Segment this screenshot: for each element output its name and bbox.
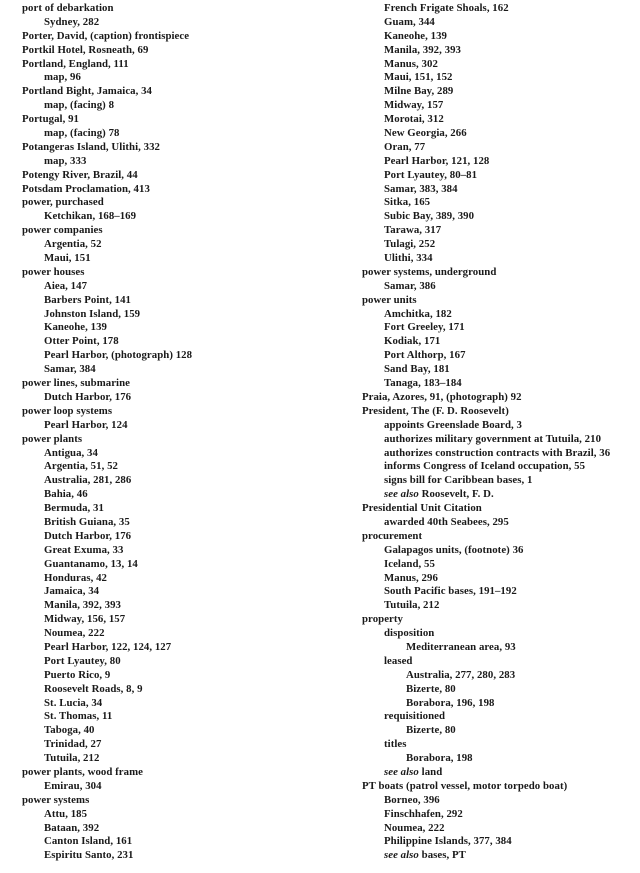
index-entry-text: Argentia, 51, 52 bbox=[44, 460, 118, 473]
index-entry-text: Fort Greeley, 171 bbox=[384, 321, 465, 334]
index-entry-text: map, (facing) 78 bbox=[44, 127, 120, 140]
index-entry-text: Jamaica, 34 bbox=[44, 585, 100, 598]
index-subentry bbox=[22, 641, 342, 655]
index-subentry bbox=[362, 572, 638, 586]
index-subentry bbox=[22, 71, 342, 85]
index-subentry bbox=[362, 599, 638, 613]
index-subentry bbox=[22, 321, 342, 335]
index-entry-text: Amchitka, 182 bbox=[384, 307, 452, 320]
index-entry-text: South Pacific bases, 191–192 bbox=[384, 585, 517, 598]
index-entry-text: Bahia, 46 bbox=[44, 488, 88, 501]
index-entry-text: Taboga, 40 bbox=[44, 724, 95, 737]
index-heading bbox=[22, 433, 342, 447]
index-subentry bbox=[22, 655, 342, 669]
index-subentry bbox=[362, 738, 638, 752]
index-entry-text: Espiritu Santo, 231 bbox=[44, 849, 134, 862]
index-entry-text: procurement bbox=[362, 529, 423, 542]
index-entry-text: power units bbox=[362, 293, 417, 306]
index-subentry bbox=[22, 238, 342, 252]
index-subentry bbox=[362, 474, 638, 488]
index-subentry bbox=[362, 697, 638, 711]
index-entry-text: informs Congress of Iceland occupation, 55 bbox=[384, 460, 586, 473]
index-entry-text: Ketchikan, 168–169 bbox=[44, 210, 137, 223]
index-entry-text: map, (facing) 8 bbox=[44, 99, 115, 112]
index-subentry bbox=[362, 835, 638, 849]
index-heading bbox=[22, 405, 342, 419]
index-subentry bbox=[22, 710, 342, 724]
index-subentry bbox=[22, 558, 342, 572]
index-entry-text: Samar, 383, 384 bbox=[384, 182, 458, 195]
index-subentry bbox=[22, 738, 342, 752]
index-entry-text: Midway, 157 bbox=[384, 99, 444, 112]
index-heading bbox=[22, 30, 342, 44]
index-column-right bbox=[362, 2, 638, 863]
index-entry-text: Manila, 392, 393 bbox=[44, 599, 121, 612]
index-subentry bbox=[362, 196, 638, 210]
index-subentry bbox=[22, 252, 342, 266]
index-subentry bbox=[362, 447, 638, 461]
index-subentry bbox=[362, 544, 638, 558]
index-subentry bbox=[22, 294, 342, 308]
index-subentry bbox=[22, 335, 342, 349]
index-entry-text: Manus, 302 bbox=[384, 57, 438, 70]
index-entry-text: Pearl Harbor, (photograph) 128 bbox=[44, 349, 193, 362]
index-entry-text: land bbox=[421, 765, 443, 778]
index-heading bbox=[22, 377, 342, 391]
index-entry-text: Kodiak, 171 bbox=[384, 335, 441, 348]
index-subentry bbox=[362, 30, 638, 44]
index-heading bbox=[362, 266, 638, 280]
index-entry-text: Philippine Islands, 377, 384 bbox=[384, 835, 512, 848]
index-entry-text: Subic Bay, 389, 390 bbox=[384, 210, 475, 223]
index-entry-text: PT boats (patrol vessel, motor torpedo boat) bbox=[362, 779, 568, 792]
index-entry-text: Pearl Harbor, 122, 124, 127 bbox=[44, 640, 172, 653]
index-entry-text: Guam, 344 bbox=[384, 15, 435, 28]
index-subentry bbox=[362, 44, 638, 58]
index-heading bbox=[22, 196, 342, 210]
index-entry-text: authorizes construction contracts with Brazil, 36 bbox=[384, 446, 611, 459]
index-subentry bbox=[362, 808, 638, 822]
index-entry-text: Bizerte, 80 bbox=[406, 682, 456, 695]
index-entry-text: Sitka, 165 bbox=[384, 196, 431, 209]
index-entry-text: Samar, 384 bbox=[44, 363, 96, 376]
index-subentry bbox=[362, 363, 638, 377]
index-entry-text: Potsdam Proclamation, 413 bbox=[22, 182, 150, 195]
index-entry-text: Canton Island, 161 bbox=[44, 835, 133, 848]
index-subentry bbox=[22, 210, 342, 224]
index-subentry bbox=[362, 752, 638, 766]
index-subentry bbox=[362, 849, 638, 863]
index-subentry bbox=[362, 585, 638, 599]
index-subentry bbox=[22, 544, 342, 558]
index-entry-text: Noumea, 222 bbox=[44, 627, 105, 640]
index-entry-text: Dutch Harbor, 176 bbox=[44, 529, 132, 542]
index-subentry bbox=[362, 794, 638, 808]
index-entry-text: signs bill for Caribbean bases, 1 bbox=[384, 474, 533, 487]
index-entry-text: Port Althorp, 167 bbox=[384, 349, 466, 362]
index-entry-text: Pearl Harbor, 124 bbox=[44, 418, 128, 431]
index-heading bbox=[22, 113, 342, 127]
index-subentry bbox=[362, 349, 638, 363]
index-entry-text: Attu, 185 bbox=[44, 807, 88, 820]
index-entry-text: Sand Bay, 181 bbox=[384, 363, 450, 376]
index-subentry bbox=[362, 655, 638, 669]
index-entry-text: Mediterranean area, 93 bbox=[406, 640, 516, 653]
index-entry-text: port of debarkation bbox=[22, 2, 114, 14]
index-entry-text: Roosevelt, F. D. bbox=[421, 488, 494, 501]
index-entry-text: authorizes military government at Tutuila, 210 bbox=[384, 432, 602, 445]
index-subentry bbox=[22, 488, 342, 502]
index-subentry bbox=[22, 808, 342, 822]
index-entry-text: Maui, 151 bbox=[44, 252, 91, 265]
index-subentry bbox=[22, 99, 342, 113]
index-entry-text: Tutuila, 212 bbox=[384, 599, 440, 612]
index-entry-text: Iceland, 55 bbox=[384, 557, 435, 570]
index-entry-text: map, 96 bbox=[44, 71, 81, 84]
index-entry-text: Barbers Point, 141 bbox=[44, 293, 131, 306]
index-entry-text: titles bbox=[384, 738, 407, 751]
index-subentry bbox=[362, 183, 638, 197]
index-entry-text: Johnston Island, 159 bbox=[44, 307, 141, 320]
index-entry-text: Port Lyautey, 80–81 bbox=[384, 168, 478, 181]
index-subentry bbox=[22, 585, 342, 599]
index-entry-text: Antigua, 34 bbox=[44, 446, 98, 459]
index-subentry bbox=[22, 849, 342, 863]
index-entry-text: Port Lyautey, 80 bbox=[44, 654, 121, 667]
index-entry-text: Sydney, 282 bbox=[44, 15, 100, 28]
index-subentry bbox=[362, 377, 638, 391]
index-entry-text: Portland, England, 111 bbox=[22, 57, 129, 70]
index-entry-text: Portugal, 91 bbox=[22, 113, 79, 126]
index-entry-text: awarded 40th Seabees, 295 bbox=[384, 515, 509, 528]
index-heading bbox=[22, 169, 342, 183]
index-subentry bbox=[22, 599, 342, 613]
index-entry-text: New Georgia, 266 bbox=[384, 127, 467, 140]
index-subentry bbox=[362, 683, 638, 697]
index-subentry bbox=[362, 252, 638, 266]
index-subentry bbox=[22, 572, 342, 586]
index-subentry bbox=[362, 460, 638, 474]
index-subentry bbox=[362, 99, 638, 113]
index-subentry bbox=[362, 335, 638, 349]
index-heading bbox=[22, 2, 342, 16]
index-subentry bbox=[22, 780, 342, 794]
index-heading bbox=[22, 44, 342, 58]
index-entry-text: requisitioned bbox=[384, 710, 446, 723]
see-also-label: see also bbox=[384, 765, 419, 778]
index-subentry bbox=[362, 155, 638, 169]
index-heading bbox=[362, 502, 638, 516]
index-entry-text: Tulagi, 252 bbox=[384, 238, 436, 251]
index-entry-text: appoints Greenslade Board, 3 bbox=[384, 418, 522, 431]
index-subentry bbox=[362, 516, 638, 530]
index-heading bbox=[22, 794, 342, 808]
index-entry-text: Australia, 277, 280, 283 bbox=[406, 668, 516, 681]
index-entry-text: power plants, wood frame bbox=[22, 765, 143, 778]
index-subentry bbox=[22, 419, 342, 433]
index-entry-text: power loop systems bbox=[22, 404, 113, 417]
index-entry-text: Australia, 281, 286 bbox=[44, 474, 132, 487]
index-entry-text: Dutch Harbor, 176 bbox=[44, 390, 132, 403]
index-subentry bbox=[362, 169, 638, 183]
index-heading bbox=[362, 405, 638, 419]
index-subentry bbox=[362, 71, 638, 85]
index-subentry bbox=[362, 280, 638, 294]
index-entry-text: Manila, 392, 393 bbox=[384, 43, 461, 56]
index-entry-text: map, 333 bbox=[44, 154, 87, 167]
index-subentry bbox=[362, 113, 638, 127]
index-entry-text: Potangeras Island, Ulithi, 332 bbox=[22, 140, 160, 153]
index-entry-text: Portkil Hotel, Rosneath, 69 bbox=[22, 43, 149, 56]
index-entry-text: Trinidad, 27 bbox=[44, 738, 102, 751]
index-entry-text: Great Exuma, 33 bbox=[44, 543, 124, 556]
index-entry-text: Otter Point, 178 bbox=[44, 335, 119, 348]
index-entry-text: Praia, Azores, 91, (photograph) 92 bbox=[362, 390, 522, 403]
index-subentry bbox=[22, 835, 342, 849]
index-entry-text: President, The (F. D. Roosevelt) bbox=[362, 404, 509, 417]
index-entry-text: Noumea, 222 bbox=[384, 821, 445, 834]
index-subentry bbox=[362, 16, 638, 30]
index-subentry bbox=[362, 321, 638, 335]
index-subentry bbox=[22, 683, 342, 697]
index-subentry bbox=[362, 433, 638, 447]
index-subentry bbox=[22, 280, 342, 294]
index-subentry bbox=[362, 669, 638, 683]
index-entry-text: Kaneohe, 139 bbox=[44, 321, 107, 334]
index-subentry bbox=[22, 627, 342, 641]
index-entry-text: Midway, 156, 157 bbox=[44, 613, 126, 626]
see-also-label: see also bbox=[384, 488, 419, 501]
index-heading bbox=[362, 391, 638, 405]
index-subentry bbox=[362, 558, 638, 572]
index-heading bbox=[22, 766, 342, 780]
index-subentry bbox=[22, 155, 342, 169]
index-subentry bbox=[22, 822, 342, 836]
index-entry-text: Borabora, 196, 198 bbox=[406, 696, 495, 709]
index-entry-text: power lines, submarine bbox=[22, 377, 130, 390]
index-subentry bbox=[362, 141, 638, 155]
index-entry-text: Tarawa, 317 bbox=[384, 224, 442, 237]
index-heading bbox=[22, 58, 342, 72]
index-heading bbox=[362, 530, 638, 544]
index-entry-text: leased bbox=[384, 654, 413, 667]
index-entry-text: Manus, 296 bbox=[384, 571, 438, 584]
index-heading bbox=[362, 613, 638, 627]
index-heading bbox=[362, 780, 638, 794]
index-subentry bbox=[362, 627, 638, 641]
index-entry-text: Roosevelt Roads, 8, 9 bbox=[44, 682, 143, 695]
index-heading bbox=[22, 141, 342, 155]
index-entry-text: Borabora, 198 bbox=[406, 752, 473, 765]
index-subentry bbox=[362, 641, 638, 655]
index-subentry bbox=[22, 502, 342, 516]
index-subentry bbox=[22, 127, 342, 141]
index-subentry bbox=[22, 363, 342, 377]
index-subentry bbox=[362, 85, 638, 99]
index-entry-text: Pearl Harbor, 121, 128 bbox=[384, 154, 490, 167]
index-entry-text: Galapagos units, (footnote) 36 bbox=[384, 543, 524, 556]
index-entry-text: Milne Bay, 289 bbox=[384, 85, 454, 98]
index-entry-text: bases, PT bbox=[421, 849, 466, 862]
index-entry-text: Emirau, 304 bbox=[44, 779, 102, 792]
see-also-label: see also bbox=[384, 849, 419, 862]
index-subentry bbox=[22, 16, 342, 30]
index-subentry bbox=[362, 419, 638, 433]
index-subentry bbox=[22, 349, 342, 363]
index-entry-text: Aiea, 147 bbox=[44, 279, 88, 292]
index-entry-text: power systems bbox=[22, 793, 90, 806]
index-entry-text: power companies bbox=[22, 224, 103, 237]
index-entry-text: Borneo, 396 bbox=[384, 793, 440, 806]
index-entry-text: Guantanamo, 13, 14 bbox=[44, 557, 138, 570]
index-entry-text: Tanaga, 183–184 bbox=[384, 377, 462, 390]
index-entry-text: Maui, 151, 152 bbox=[384, 71, 453, 84]
index-subentry bbox=[362, 2, 638, 16]
index-entry-text: Potengy River, Brazil, 44 bbox=[22, 168, 138, 181]
index-entry-text: Presidential Unit Citation bbox=[362, 502, 482, 515]
index-heading bbox=[22, 183, 342, 197]
index-subentry bbox=[362, 724, 638, 738]
index-subentry bbox=[22, 613, 342, 627]
index-entry-text: Kaneohe, 139 bbox=[384, 29, 447, 42]
index-entry-text: French Frigate Shoals, 162 bbox=[384, 2, 509, 14]
index-subentry bbox=[22, 530, 342, 544]
index-entry-text: Ulithi, 334 bbox=[384, 252, 433, 265]
index-subentry bbox=[22, 391, 342, 405]
index-subentry bbox=[22, 697, 342, 711]
index-subentry bbox=[22, 516, 342, 530]
index-subentry bbox=[362, 58, 638, 72]
index-subentry bbox=[362, 224, 638, 238]
index-entry-text: Puerto Rico, 9 bbox=[44, 668, 111, 681]
index-entry-text: Oran, 77 bbox=[384, 140, 426, 153]
index-subentry bbox=[22, 724, 342, 738]
index-subentry bbox=[362, 210, 638, 224]
index-entry-text: Porter, David, (caption) frontispiece bbox=[22, 29, 190, 42]
index-subentry bbox=[362, 710, 638, 724]
index-column-left bbox=[22, 2, 342, 863]
index-entry-text: power systems, underground bbox=[362, 265, 497, 278]
index-subentry bbox=[362, 488, 638, 502]
index-entry-text: property bbox=[362, 613, 403, 626]
index-entry-text: Bizerte, 80 bbox=[406, 724, 456, 737]
index-entry-text: Morotai, 312 bbox=[384, 113, 444, 126]
index-heading bbox=[22, 224, 342, 238]
index-entry-text: St. Thomas, 11 bbox=[44, 710, 113, 723]
index-subentry bbox=[362, 238, 638, 252]
index-entry-text: St. Lucia, 34 bbox=[44, 696, 103, 709]
index-entry-text: power plants bbox=[22, 432, 83, 445]
index-subentry bbox=[22, 669, 342, 683]
index-entry-text: Bermuda, 31 bbox=[44, 502, 104, 515]
index-entry-text: Argentia, 52 bbox=[44, 238, 102, 251]
index-entry-text: disposition bbox=[384, 627, 435, 640]
index-subentry bbox=[22, 460, 342, 474]
index-entry-text: Samar, 386 bbox=[384, 279, 436, 292]
index-entry-text: Tutuila, 212 bbox=[44, 752, 100, 765]
index-subentry bbox=[22, 447, 342, 461]
index-heading bbox=[22, 85, 342, 99]
index-subentry bbox=[22, 308, 342, 322]
index-heading bbox=[22, 266, 342, 280]
index-subentry bbox=[362, 308, 638, 322]
index-subentry bbox=[22, 752, 342, 766]
index-heading bbox=[362, 294, 638, 308]
index-entry-text: power houses bbox=[22, 265, 85, 278]
index-subentry bbox=[362, 127, 638, 141]
index-subentry bbox=[362, 766, 638, 780]
index-entry-text: Bataan, 392 bbox=[44, 821, 100, 834]
index-entry-text: British Guiana, 35 bbox=[44, 515, 130, 528]
index-entry-text: Finschhafen, 292 bbox=[384, 807, 463, 820]
index-entry-text: Honduras, 42 bbox=[44, 571, 107, 584]
index-subentry bbox=[362, 822, 638, 836]
index-subentry bbox=[22, 474, 342, 488]
index-entry-text: power, purchased bbox=[22, 196, 104, 209]
index-entry-text: Portland Bight, Jamaica, 34 bbox=[22, 85, 153, 98]
